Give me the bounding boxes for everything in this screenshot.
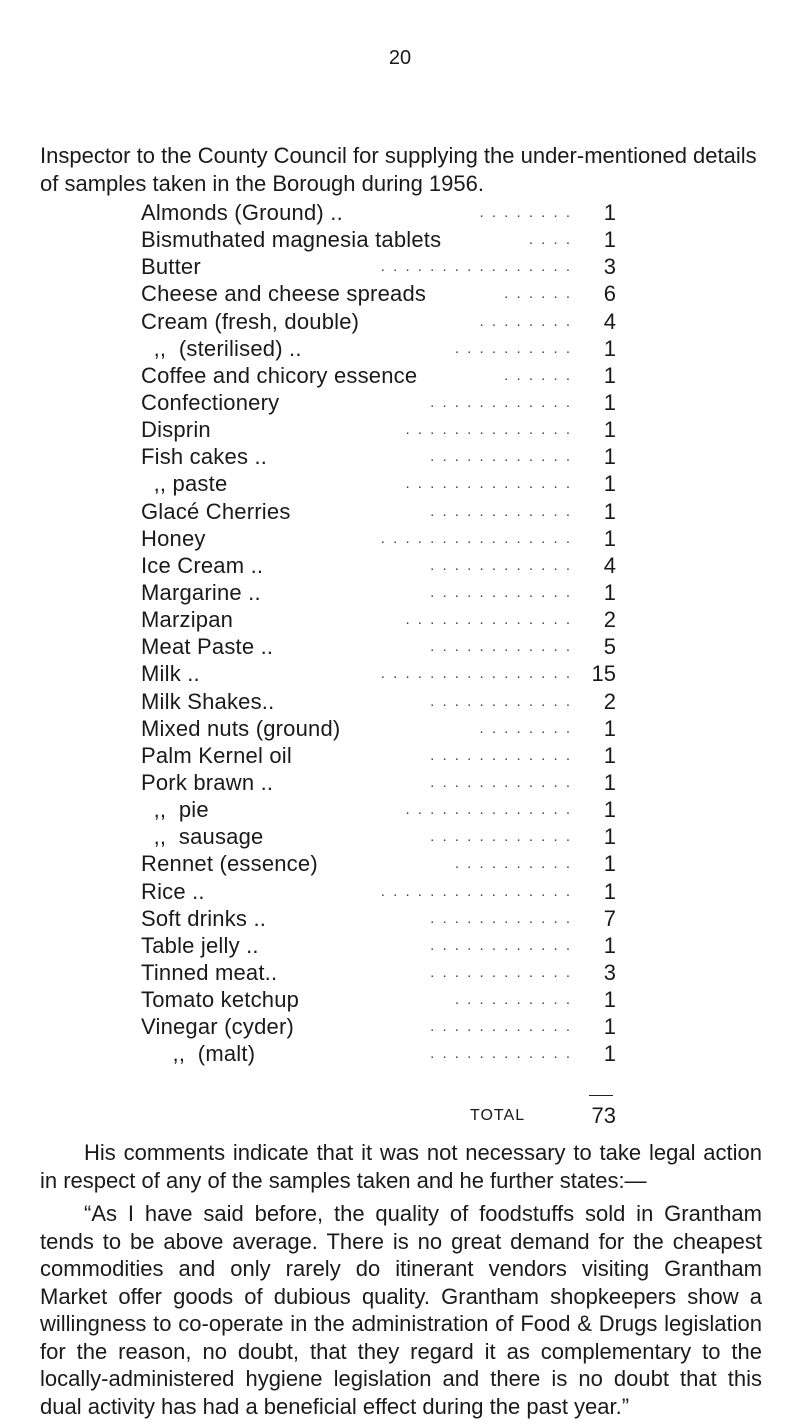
sample-name: Milk .. [141, 661, 200, 687]
sample-row [141, 470, 616, 497]
sample-row [141, 308, 616, 335]
sample-name: Honey [141, 525, 206, 551]
comments-section [40, 1139, 762, 1426]
dot-leader: . . . . . . . . . . [454, 991, 572, 1009]
sample-name: ,, sausage [141, 824, 264, 850]
dot-leader: . . . . . . . . . . [454, 855, 572, 873]
sample-count: 4 [603, 552, 616, 578]
dot-leader: . . . . . . . . . . . . [430, 692, 572, 710]
sample-name: Meat Paste .. [141, 634, 274, 660]
sample-name: Tinned meat.. [141, 959, 278, 985]
sample-name: Palm Kernel oil [141, 742, 292, 768]
sample-row [141, 1013, 616, 1040]
total-row [470, 1102, 616, 1130]
dot-leader: . . . . . . . . . . [454, 339, 572, 357]
dot-leader: . . . . . . . . . . . . . . . . [380, 529, 572, 547]
sample-row [141, 715, 616, 742]
sample-row [141, 389, 616, 416]
dot-leader: . . . . . . [504, 285, 572, 303]
dot-leader: . . . . . . . . . . . . . . . . [380, 882, 572, 900]
sample-name: ,, (sterilised) .. [141, 335, 302, 361]
samples-list [141, 199, 616, 1068]
sample-name: Almonds (Ground) .. [141, 200, 343, 225]
sample-row [141, 688, 616, 715]
sample-row [141, 226, 616, 253]
sample-count: 1 [603, 851, 616, 877]
sample-count: 1 [603, 335, 616, 361]
sample-name: Milk Shakes.. [141, 688, 275, 714]
comments-paragraph: His comments indicate that it was not necessary to take legal action in respect of any of the samples taken and he further states:— [40, 1140, 762, 1193]
sample-count: 1 [603, 444, 616, 470]
sample-name: Butter [141, 254, 201, 280]
sample-name: Rennet (essence) [141, 851, 318, 877]
dot-leader: . . . . . . . . . . . . . . [405, 475, 572, 493]
sample-name: ,, pie [141, 797, 209, 823]
sample-count: 1 [603, 525, 616, 551]
sample-row [141, 986, 616, 1013]
sample-count: 1 [603, 878, 616, 904]
sample-name: Cream (fresh, double) [141, 308, 360, 334]
dot-leader: . . . . . . . . . . . . [430, 583, 572, 601]
total-value: 73 [591, 1103, 616, 1128]
sample-count: 15 [591, 661, 616, 687]
sample-row [141, 552, 616, 579]
dot-leader: . . . . . . . . [479, 719, 572, 737]
dot-leader: . . . . . . . . . . . . . . . . [380, 258, 572, 276]
dot-leader: . . . . . . . . . . . . [430, 828, 572, 846]
sample-row [141, 769, 616, 796]
sample-count: 1 [603, 1041, 616, 1067]
sample-row [141, 850, 616, 877]
sample-count: 3 [603, 254, 616, 280]
sample-count: 1 [603, 389, 616, 415]
sample-count: 1 [603, 715, 616, 741]
sample-name: Coffee and chicory essence [141, 362, 418, 388]
dot-leader: . . . . . . . . . . . . [430, 936, 572, 954]
sample-row [141, 280, 616, 307]
sample-count: 4 [603, 308, 616, 334]
sample-count: 2 [603, 607, 616, 633]
sample-count: 1 [603, 797, 616, 823]
sample-name: Disprin [141, 417, 211, 443]
sample-count: 1 [603, 769, 616, 795]
sample-count: 1 [603, 579, 616, 605]
sample-row [141, 633, 616, 660]
sample-row [141, 959, 616, 986]
sample-row [141, 905, 616, 932]
sample-name: Vinegar (cyder) [141, 1014, 294, 1040]
sample-row [141, 932, 616, 959]
sample-row [141, 660, 616, 687]
sample-row [141, 253, 616, 280]
sample-name: ,, (malt) [141, 1041, 256, 1067]
dot-leader: . . . . . . . . [479, 204, 572, 221]
dot-leader: . . . . . . . . . . . . . . [405, 611, 572, 629]
sample-name: Glacé Cherries [141, 498, 291, 524]
sample-count: 5 [603, 634, 616, 660]
dot-leader: . . . . . . . . . . . . [430, 1045, 572, 1063]
intro-paragraph: Inspector to the County Council for supplying the under-mentioned details of samples taken in the Borough during 1956. [40, 143, 757, 196]
sample-count: 1 [603, 742, 616, 768]
sample-count: 2 [603, 688, 616, 714]
sample-row [141, 416, 616, 443]
sample-row [141, 742, 616, 769]
dot-leader: . . . . . . . . . . . . [430, 746, 572, 764]
sample-name: ,, paste [141, 471, 228, 497]
sample-count: 1 [603, 471, 616, 497]
quote-paragraph: “As I have said before, the quality of foodstuffs sold in Grantham tends to be above average. There is no great demand for the cheapest commodities and only rarely do itinerant vendors visiting Grantham Market offer goods of dubious quality. Grantham shopkeepers show a willingness to co-operate in the administration of Food & Drugs legislation for the reason, no doubt, that they regard it as complementary to the locally-administered hygiene legislation and there is no doubt that this dual activity has had a beneficial effect during the past year.” [40, 1201, 762, 1419]
sample-name: Fish cakes .. [141, 444, 268, 470]
dot-leader: . . . . . . . . . . . . [430, 448, 572, 466]
sample-count: 1 [603, 200, 616, 225]
dot-leader: . . . . . . . . . . . . [430, 963, 572, 981]
sample-count: 7 [603, 905, 616, 931]
dot-leader: . . . . . . . . . . . . [430, 502, 572, 520]
sample-name: Marzipan [141, 607, 234, 633]
sample-row [141, 606, 616, 633]
sample-count: 1 [603, 824, 616, 850]
sample-count: 1 [603, 1014, 616, 1040]
sample-count: 1 [603, 987, 616, 1013]
sample-count: 1 [603, 498, 616, 524]
sample-row [141, 362, 616, 389]
dot-leader: . . . . . . . . . . . . [430, 393, 572, 411]
sample-name: Bismuthated magnesia tablets [141, 227, 442, 253]
dot-leader: . . . . [528, 231, 572, 249]
sample-name: Confectionery [141, 389, 280, 415]
page-number: 20 [388, 47, 412, 69]
sample-count: 1 [603, 417, 616, 443]
sample-row [141, 498, 616, 525]
total-rule [589, 1095, 613, 1096]
dot-leader: . . . . . . . . . . . . [430, 638, 572, 656]
dot-leader: . . . . . . . . [479, 312, 572, 330]
sample-count: 1 [603, 227, 616, 253]
sample-name: Pork brawn .. [141, 769, 274, 795]
sample-row [141, 525, 616, 552]
sample-row [141, 199, 616, 226]
sample-count: 3 [603, 959, 616, 985]
sample-name: Soft drinks .. [141, 905, 267, 931]
sample-row [141, 1040, 616, 1067]
sample-name: Table jelly .. [141, 932, 259, 958]
dot-leader: . . . . . . . . . . . . [430, 556, 572, 574]
sample-count: 1 [603, 362, 616, 388]
sample-row [141, 443, 616, 470]
dot-leader: . . . . . . . . . . . . [430, 773, 572, 791]
sample-row [141, 823, 616, 850]
sample-name: Cheese and cheese spreads [141, 281, 427, 307]
sample-row [141, 335, 616, 362]
sample-name: Ice Cream .. [141, 552, 264, 578]
dot-leader: . . . . . . . . . . . . [430, 909, 572, 927]
sample-count: 6 [603, 281, 616, 307]
sample-name: Mixed nuts (ground) [141, 715, 341, 741]
total-label: TOTAL [470, 1107, 526, 1124]
dot-leader: . . . . . . . . . . . . . . . . [380, 665, 572, 683]
dot-leader: . . . . . . [504, 366, 572, 384]
sample-count: 1 [603, 932, 616, 958]
dot-leader: . . . . . . . . . . . . . . [405, 421, 572, 439]
sample-name: Rice .. [141, 878, 205, 904]
sample-name: Tomato ketchup [141, 987, 300, 1013]
sample-row [141, 878, 616, 905]
dot-leader: . . . . . . . . . . . . . . [405, 801, 572, 819]
dot-leader: . . . . . . . . . . . . [430, 1018, 572, 1036]
sample-row [141, 579, 616, 606]
sample-row [141, 796, 616, 823]
sample-name: Margarine .. [141, 579, 261, 605]
